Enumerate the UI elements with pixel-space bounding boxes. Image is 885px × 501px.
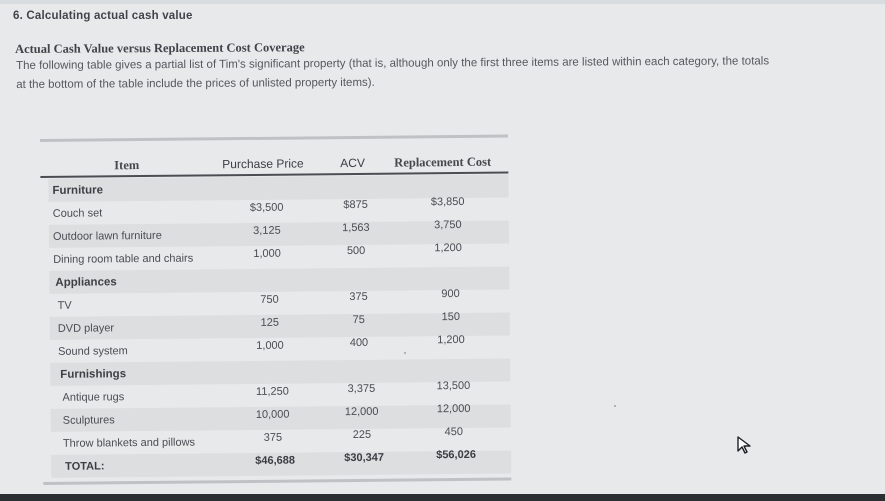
table-row-item: Antique rugs [62,391,125,404]
table-row-replacement-cost: 450 [444,425,464,439]
total-replacement-cost: $56,026 [436,448,476,462]
section-description [16,52,851,95]
table-row-item: Sound system [57,345,128,358]
table-row-item: TV [57,299,72,312]
table-row-acv: $875 [343,198,368,212]
screen-speck [614,405,616,407]
table-row-replacement-cost: 12,000 [436,402,471,416]
table-row-purchase-price: 125 [260,316,280,329]
description-line-2: at the bottom of the table include the prices of unlisted property items). [16,76,375,91]
table-row-purchase-price: 3,125 [253,224,281,237]
screen-bottom-edge [0,494,885,501]
table-row-purchase-price: 1,000 [256,339,284,352]
table-row-purchase-price: 11,250 [255,385,289,398]
header-replacement-cost: Replacement Cost [394,154,492,170]
question-title: 6. Calculating actual cash value [13,10,193,22]
table-row-acv: 375 [349,290,368,304]
table-bottom-rule [43,477,511,484]
table-row-item: Couch set [52,207,103,220]
header-purchase-price: Purchase Price [222,156,304,172]
table-row-item: Outdoor lawn furniture [52,229,162,243]
table-row-replacement-cost: 3,750 [434,218,462,232]
table-row-acv: 225 [352,428,372,442]
description-line-1: The following table gives a partial list of Tim's significant property (that is, although only the first three items are listed within each category, the totals [16,55,770,72]
section-title: Actual Cash Value versus Replacement Cost Coverage [15,40,305,56]
table-row-purchase-price: 750 [260,293,279,306]
table-top-rule [40,135,508,142]
table-row-purchase-price: $3,500 [249,201,284,214]
table-row-acv: 500 [346,244,366,258]
table-row-item: Throw blankets and pillows [62,436,196,450]
table-row-item: Sculptures [62,414,115,427]
table-row-item: DVD player [57,322,115,335]
top-strip [0,0,885,4]
table-row-acv: 3,375 [347,382,376,396]
total-acv: $30,347 [344,451,385,465]
category-appliances: Appliances [55,276,117,289]
property-table [40,133,513,491]
table-row-replacement-cost: 900 [441,287,460,301]
table-row-replacement-cost: $3,850 [430,195,465,209]
total-purchase-price: $46,688 [255,454,296,467]
table-row-acv: 12,000 [344,405,379,419]
table-row-item: Dining room table and chairs [53,252,194,266]
table-row-purchase-price: 375 [263,431,283,444]
mouse-pointer-icon [737,436,753,459]
table-row-replacement-cost: 150 [441,310,460,324]
table-row-acv: 75 [352,313,365,327]
total-label: TOTAL: [65,460,105,473]
header-item: Item [114,158,140,173]
table-row-acv: 400 [349,336,369,350]
screen-speck [404,352,406,354]
table-row-acv: 1,563 [342,221,370,235]
category-furnishings: Furnishings [60,368,127,381]
table-row-replacement-cost: 1,200 [434,241,462,255]
table-row-replacement-cost: 1,200 [437,333,465,347]
table-row-purchase-price: 10,000 [255,408,290,421]
header-acv: ACV [340,155,366,171]
table-row-replacement-cost: 13,500 [436,379,471,393]
table-row-purchase-price: 1,000 [253,247,281,260]
category-furniture: Furniture [52,184,104,197]
